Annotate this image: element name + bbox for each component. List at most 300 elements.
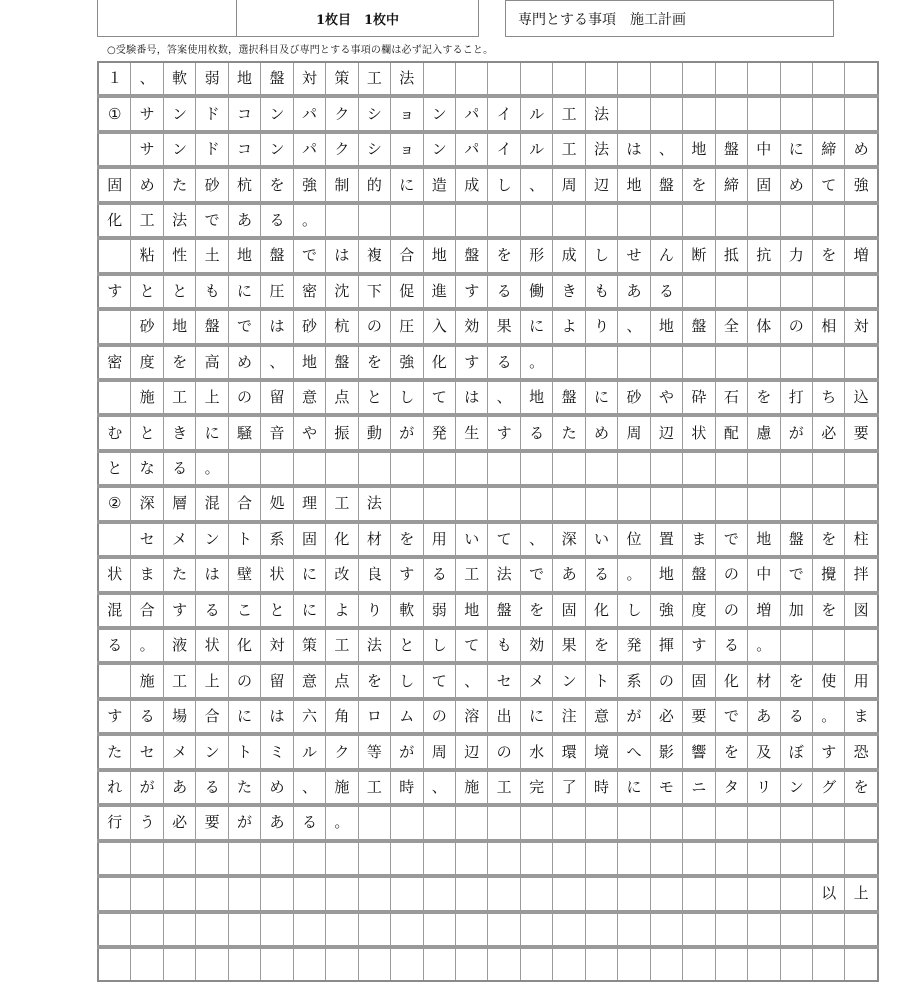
grid-cell: 化: [585, 593, 617, 628]
grid-cell: の: [715, 593, 747, 628]
grid-cell: [618, 203, 650, 238]
grid-cell: 改: [326, 557, 358, 592]
grid-cell: こ: [228, 593, 260, 628]
grid-cell: 成: [455, 167, 487, 202]
grid-cell: [391, 486, 423, 521]
grid-cell: [618, 876, 650, 911]
grid-cell: [618, 805, 650, 840]
header-blank-field: [97, 0, 237, 37]
grid-cell: 周: [618, 415, 650, 450]
grid-cell: 弱: [196, 62, 228, 96]
grid-cell: ン: [423, 132, 455, 167]
grid-cell: す: [98, 699, 131, 734]
grid-cell: ン: [780, 770, 812, 805]
grid-cell: 水: [520, 734, 552, 769]
grid-cell: る: [715, 628, 747, 663]
specialty-field: [505, 0, 834, 37]
grid-cell: て: [455, 628, 487, 663]
grid-cell: を: [520, 593, 552, 628]
sheet-count-text: 1枚目 1枚中: [315, 12, 400, 28]
grid-row: [98, 203, 878, 238]
grid-cell: 、: [650, 132, 682, 167]
grid-cell: ン: [423, 96, 455, 131]
grid-cell: [715, 345, 747, 380]
grid-cell: 深: [131, 486, 163, 521]
grid-row: [98, 415, 878, 450]
grid-row: [98, 734, 878, 769]
grid-cell: し: [423, 628, 455, 663]
grid-cell: [585, 947, 617, 981]
grid-cell: 工: [163, 663, 195, 698]
grid-cell: 度: [131, 345, 163, 380]
grid-cell: [683, 203, 715, 238]
grid-cell: 策: [326, 62, 358, 96]
grid-cell: て: [488, 522, 520, 557]
grid-cell: 効: [455, 309, 487, 344]
grid-cell: 増: [845, 238, 878, 273]
grid-cell: [163, 947, 195, 981]
grid-cell: [326, 876, 358, 911]
grid-cell: [488, 805, 520, 840]
grid-row: [98, 522, 878, 557]
grid-row: [98, 345, 878, 380]
grid-row: [98, 699, 878, 734]
grid-cell: 促: [391, 274, 423, 309]
grid-cell: 法: [163, 203, 195, 238]
grid-cell: 留: [261, 663, 293, 698]
grid-cell: メ: [163, 734, 195, 769]
grid-cell: [748, 345, 780, 380]
grid-cell: 締: [812, 132, 844, 167]
grid-cell: 制: [326, 167, 358, 202]
grid-cell: 強: [293, 167, 325, 202]
grid-cell: ま: [131, 557, 163, 592]
grid-cell: せ: [618, 238, 650, 273]
grid-cell: ル: [293, 734, 325, 769]
grid-cell: 周: [423, 734, 455, 769]
grid-row: [98, 96, 878, 131]
grid-cell: セ: [131, 522, 163, 557]
grid-cell: [326, 912, 358, 947]
grid-cell: [326, 841, 358, 876]
grid-cell: 出: [488, 699, 520, 734]
grid-cell: グ: [812, 770, 844, 805]
grid-cell: ん: [650, 238, 682, 273]
grid-cell: [423, 876, 455, 911]
grid-cell: [618, 947, 650, 981]
grid-cell: ト: [228, 734, 260, 769]
grid-cell: パ: [455, 96, 487, 131]
grid-cell: 工: [488, 770, 520, 805]
grid-cell: [553, 805, 585, 840]
grid-cell: [845, 274, 878, 309]
grid-cell: [228, 876, 260, 911]
grid-cell: [228, 947, 260, 981]
grid-cell: を: [812, 593, 844, 628]
grid-cell: 合: [131, 593, 163, 628]
grid-cell: [618, 841, 650, 876]
grid-cell: [845, 96, 878, 131]
grid-cell: ム: [391, 699, 423, 734]
grid-cell: [455, 486, 487, 521]
grid-cell: 揮: [650, 628, 682, 663]
grid-cell: 振: [326, 415, 358, 450]
grid-cell: [650, 345, 682, 380]
grid-cell: る: [488, 274, 520, 309]
grid-cell: 、: [131, 62, 163, 96]
grid-cell: [131, 912, 163, 947]
grid-cell: あ: [228, 203, 260, 238]
grid-cell: 角: [326, 699, 358, 734]
grid-cell: 混: [196, 486, 228, 521]
grid-cell: [748, 274, 780, 309]
grid-cell: 性: [163, 238, 195, 273]
grid-cell: [520, 486, 552, 521]
grid-cell: [520, 841, 552, 876]
grid-cell: よ: [326, 593, 358, 628]
grid-cell: 砂: [293, 309, 325, 344]
grid-cell: に: [520, 309, 552, 344]
grid-cell: 成: [553, 238, 585, 273]
grid-cell: が: [391, 734, 423, 769]
grid-cell: 強: [845, 167, 878, 202]
grid-cell: す: [488, 415, 520, 450]
grid-cell: [812, 203, 844, 238]
grid-cell: 工: [455, 557, 487, 592]
grid-cell: る: [423, 557, 455, 592]
grid-cell: 状: [98, 557, 131, 592]
grid-cell: [196, 947, 228, 981]
grid-cell: [585, 912, 617, 947]
grid-cell: [358, 805, 390, 840]
grid-cell: 合: [196, 699, 228, 734]
grid-cell: る: [98, 628, 131, 663]
grid-cell: 。: [196, 451, 228, 486]
grid-cell: [715, 62, 747, 96]
grid-cell: [423, 62, 455, 96]
grid-cell: は: [261, 699, 293, 734]
grid-cell: 盤: [553, 380, 585, 415]
grid-cell: [488, 451, 520, 486]
grid-cell: 意: [293, 380, 325, 415]
grid-cell: 用: [845, 663, 878, 698]
grid-cell: で: [520, 557, 552, 592]
grid-cell: で: [715, 522, 747, 557]
grid-cell: 軟: [163, 62, 195, 96]
grid-cell: [553, 451, 585, 486]
grid-cell: 中: [748, 132, 780, 167]
grid-cell: 密: [98, 345, 131, 380]
grid-row: [98, 274, 878, 309]
grid-cell: 発: [423, 415, 455, 450]
grid-cell: る: [293, 805, 325, 840]
grid-cell: で: [228, 309, 260, 344]
grid-cell: あ: [553, 557, 585, 592]
grid-cell: 、: [488, 380, 520, 415]
grid-row: [98, 912, 878, 947]
grid-cell: [326, 451, 358, 486]
grid-cell: れ: [98, 770, 131, 805]
grid-cell: 石: [715, 380, 747, 415]
grid-cell: [650, 451, 682, 486]
grid-cell: [748, 876, 780, 911]
grid-cell: [650, 841, 682, 876]
grid-cell: 環: [553, 734, 585, 769]
grid-cell: 密: [293, 274, 325, 309]
grid-cell: い: [455, 522, 487, 557]
grid-cell: め: [131, 167, 163, 202]
grid-cell: 溶: [455, 699, 487, 734]
grid-row: [98, 770, 878, 805]
grid-cell: 、: [293, 770, 325, 805]
grid-cell: セ: [131, 734, 163, 769]
grid-cell: と: [131, 274, 163, 309]
grid-cell: 意: [585, 699, 617, 734]
grid-cell: す: [455, 345, 487, 380]
grid-cell: [520, 62, 552, 96]
grid-cell: 。: [520, 345, 552, 380]
grid-cell: 化: [715, 663, 747, 698]
grid-cell: [98, 309, 131, 344]
grid-cell: [391, 947, 423, 981]
grid-cell: [748, 947, 780, 981]
grid-cell: む: [98, 415, 131, 450]
grid-cell: 要: [196, 805, 228, 840]
grid-cell: [488, 62, 520, 96]
grid-cell: 要: [683, 699, 715, 734]
grid-cell: 攪: [812, 557, 844, 592]
grid-cell: [812, 274, 844, 309]
grid-cell: 盤: [650, 167, 682, 202]
grid-cell: [780, 345, 812, 380]
grid-cell: [98, 132, 131, 167]
grid-cell: [98, 876, 131, 911]
grid-cell: [98, 663, 131, 698]
grid-cell: い: [585, 522, 617, 557]
grid-cell: 音: [261, 415, 293, 450]
grid-cell: [618, 62, 650, 96]
grid-cell: 施: [131, 663, 163, 698]
grid-cell: [488, 203, 520, 238]
grid-cell: [455, 62, 487, 96]
grid-cell: [261, 841, 293, 876]
grid-cell: 。: [812, 699, 844, 734]
grid-cell: [553, 912, 585, 947]
grid-cell: に: [391, 167, 423, 202]
grid-cell: 進: [423, 274, 455, 309]
grid-cell: 働: [520, 274, 552, 309]
grid-cell: [358, 947, 390, 981]
grid-cell: 地: [293, 345, 325, 380]
grid-row: [98, 805, 878, 840]
grid-cell: る: [650, 274, 682, 309]
grid-cell: [293, 876, 325, 911]
grid-cell: 形: [520, 238, 552, 273]
grid-cell: [358, 451, 390, 486]
grid-cell: [812, 841, 844, 876]
grid-cell: 行: [98, 805, 131, 840]
grid-cell: [585, 841, 617, 876]
grid-cell: [455, 841, 487, 876]
grid-cell: と: [391, 628, 423, 663]
grid-cell: や: [293, 415, 325, 450]
grid-cell: め: [780, 167, 812, 202]
grid-cell: [845, 62, 878, 96]
grid-cell: [845, 912, 878, 947]
grid-cell: を: [845, 770, 878, 805]
grid-cell: 中: [748, 557, 780, 592]
grid-cell: [163, 841, 195, 876]
grid-cell: ル: [520, 96, 552, 131]
grid-cell: [812, 451, 844, 486]
grid-cell: [683, 62, 715, 96]
grid-cell: [683, 274, 715, 309]
sheet-count-field: [236, 0, 479, 37]
grid-cell: 地: [455, 593, 487, 628]
grid-cell: す: [163, 593, 195, 628]
grid-cell: 系: [261, 522, 293, 557]
grid-cell: に: [293, 593, 325, 628]
grid-cell: 恐: [845, 734, 878, 769]
grid-cell: [748, 203, 780, 238]
grid-cell: る: [196, 770, 228, 805]
grid-cell: [845, 486, 878, 521]
instruction-note: ○受験番号，答案使用枚数，選択科目及び専門とする事項の欄は必ず記入すること。: [107, 45, 494, 56]
grid-cell: 、: [520, 522, 552, 557]
grid-cell: [98, 947, 131, 981]
grid-cell: の: [358, 309, 390, 344]
grid-cell: [715, 96, 747, 131]
grid-cell: 、: [520, 167, 552, 202]
grid-cell: [585, 451, 617, 486]
grid-cell: あ: [748, 699, 780, 734]
grid-cell: る: [261, 203, 293, 238]
grid-cell: ニ: [683, 770, 715, 805]
grid-cell: [683, 451, 715, 486]
grid-cell: [488, 947, 520, 981]
grid-cell: を: [748, 380, 780, 415]
grid-cell: へ: [618, 734, 650, 769]
grid-cell: に: [293, 557, 325, 592]
grid-cell: [261, 947, 293, 981]
grid-cell: [748, 841, 780, 876]
grid-cell: パ: [293, 96, 325, 131]
grid-cell: 材: [748, 663, 780, 698]
grid-cell: に: [780, 132, 812, 167]
grid-cell: 、: [261, 345, 293, 380]
grid-row: [98, 628, 878, 663]
grid-cell: た: [98, 734, 131, 769]
grid-cell: [715, 947, 747, 981]
grid-cell: [261, 876, 293, 911]
grid-cell: 点: [326, 380, 358, 415]
grid-cell: [520, 876, 552, 911]
grid-cell: す: [812, 734, 844, 769]
grid-cell: を: [585, 628, 617, 663]
grid-cell: 上: [196, 380, 228, 415]
grid-cell: 完: [520, 770, 552, 805]
grid-cell: [131, 876, 163, 911]
grid-cell: 工: [326, 628, 358, 663]
grid-cell: 固: [553, 593, 585, 628]
grid-cell: [455, 805, 487, 840]
grid-cell: 辺: [455, 734, 487, 769]
grid-cell: 周: [553, 167, 585, 202]
specialty-text: 専門とする事項 施工計画: [518, 11, 686, 28]
grid-cell: [650, 912, 682, 947]
grid-cell: ン: [163, 132, 195, 167]
grid-cell: [455, 203, 487, 238]
grid-cell: [585, 805, 617, 840]
grid-cell: の: [228, 380, 260, 415]
grid-cell: に: [585, 380, 617, 415]
grid-cell: も: [196, 274, 228, 309]
grid-cell: [650, 62, 682, 96]
grid-cell: 土: [196, 238, 228, 273]
grid-cell: サ: [131, 132, 163, 167]
grid-cell: 砂: [131, 309, 163, 344]
grid-cell: る: [585, 557, 617, 592]
grid-cell: 合: [391, 238, 423, 273]
grid-cell: 抵: [715, 238, 747, 273]
grid-cell: の: [715, 557, 747, 592]
grid-cell: ち: [812, 380, 844, 415]
grid-cell: リ: [748, 770, 780, 805]
grid-cell: タ: [715, 770, 747, 805]
grid-cell: 六: [293, 699, 325, 734]
grid-cell: 入: [423, 309, 455, 344]
grid-cell: 地: [618, 167, 650, 202]
grid-cell: 砕: [683, 380, 715, 415]
grid-cell: [715, 203, 747, 238]
grid-cell: [845, 345, 878, 380]
grid-cell: 慮: [748, 415, 780, 450]
grid-cell: 工: [358, 62, 390, 96]
grid-cell: 了: [553, 770, 585, 805]
grid-cell: [358, 203, 390, 238]
grid-cell: で: [196, 203, 228, 238]
grid-cell: [683, 947, 715, 981]
grid-cell: 抗: [748, 238, 780, 273]
grid-cell: [520, 451, 552, 486]
grid-cell: コ: [228, 132, 260, 167]
grid-cell: す: [98, 274, 131, 309]
grid-cell: [98, 912, 131, 947]
grid-cell: [683, 876, 715, 911]
grid-cell: [293, 912, 325, 947]
grid-cell: 上: [196, 663, 228, 698]
grid-cell: 工: [553, 132, 585, 167]
grid-cell: と: [131, 415, 163, 450]
grid-cell: ル: [520, 132, 552, 167]
grid-cell: [553, 345, 585, 380]
grid-cell: 相: [812, 309, 844, 344]
grid-cell: [812, 62, 844, 96]
grid-row: [98, 238, 878, 273]
grid-cell: [683, 345, 715, 380]
grid-cell: [618, 96, 650, 131]
grid-cell: り: [585, 309, 617, 344]
grid-cell: [780, 486, 812, 521]
grid-cell: で: [780, 557, 812, 592]
grid-cell: に: [520, 699, 552, 734]
grid-cell: ク: [326, 132, 358, 167]
grid-cell: [780, 274, 812, 309]
grid-row: [98, 841, 878, 876]
grid-cell: 断: [683, 238, 715, 273]
grid-cell: 固: [748, 167, 780, 202]
grid-cell: と: [358, 380, 390, 415]
